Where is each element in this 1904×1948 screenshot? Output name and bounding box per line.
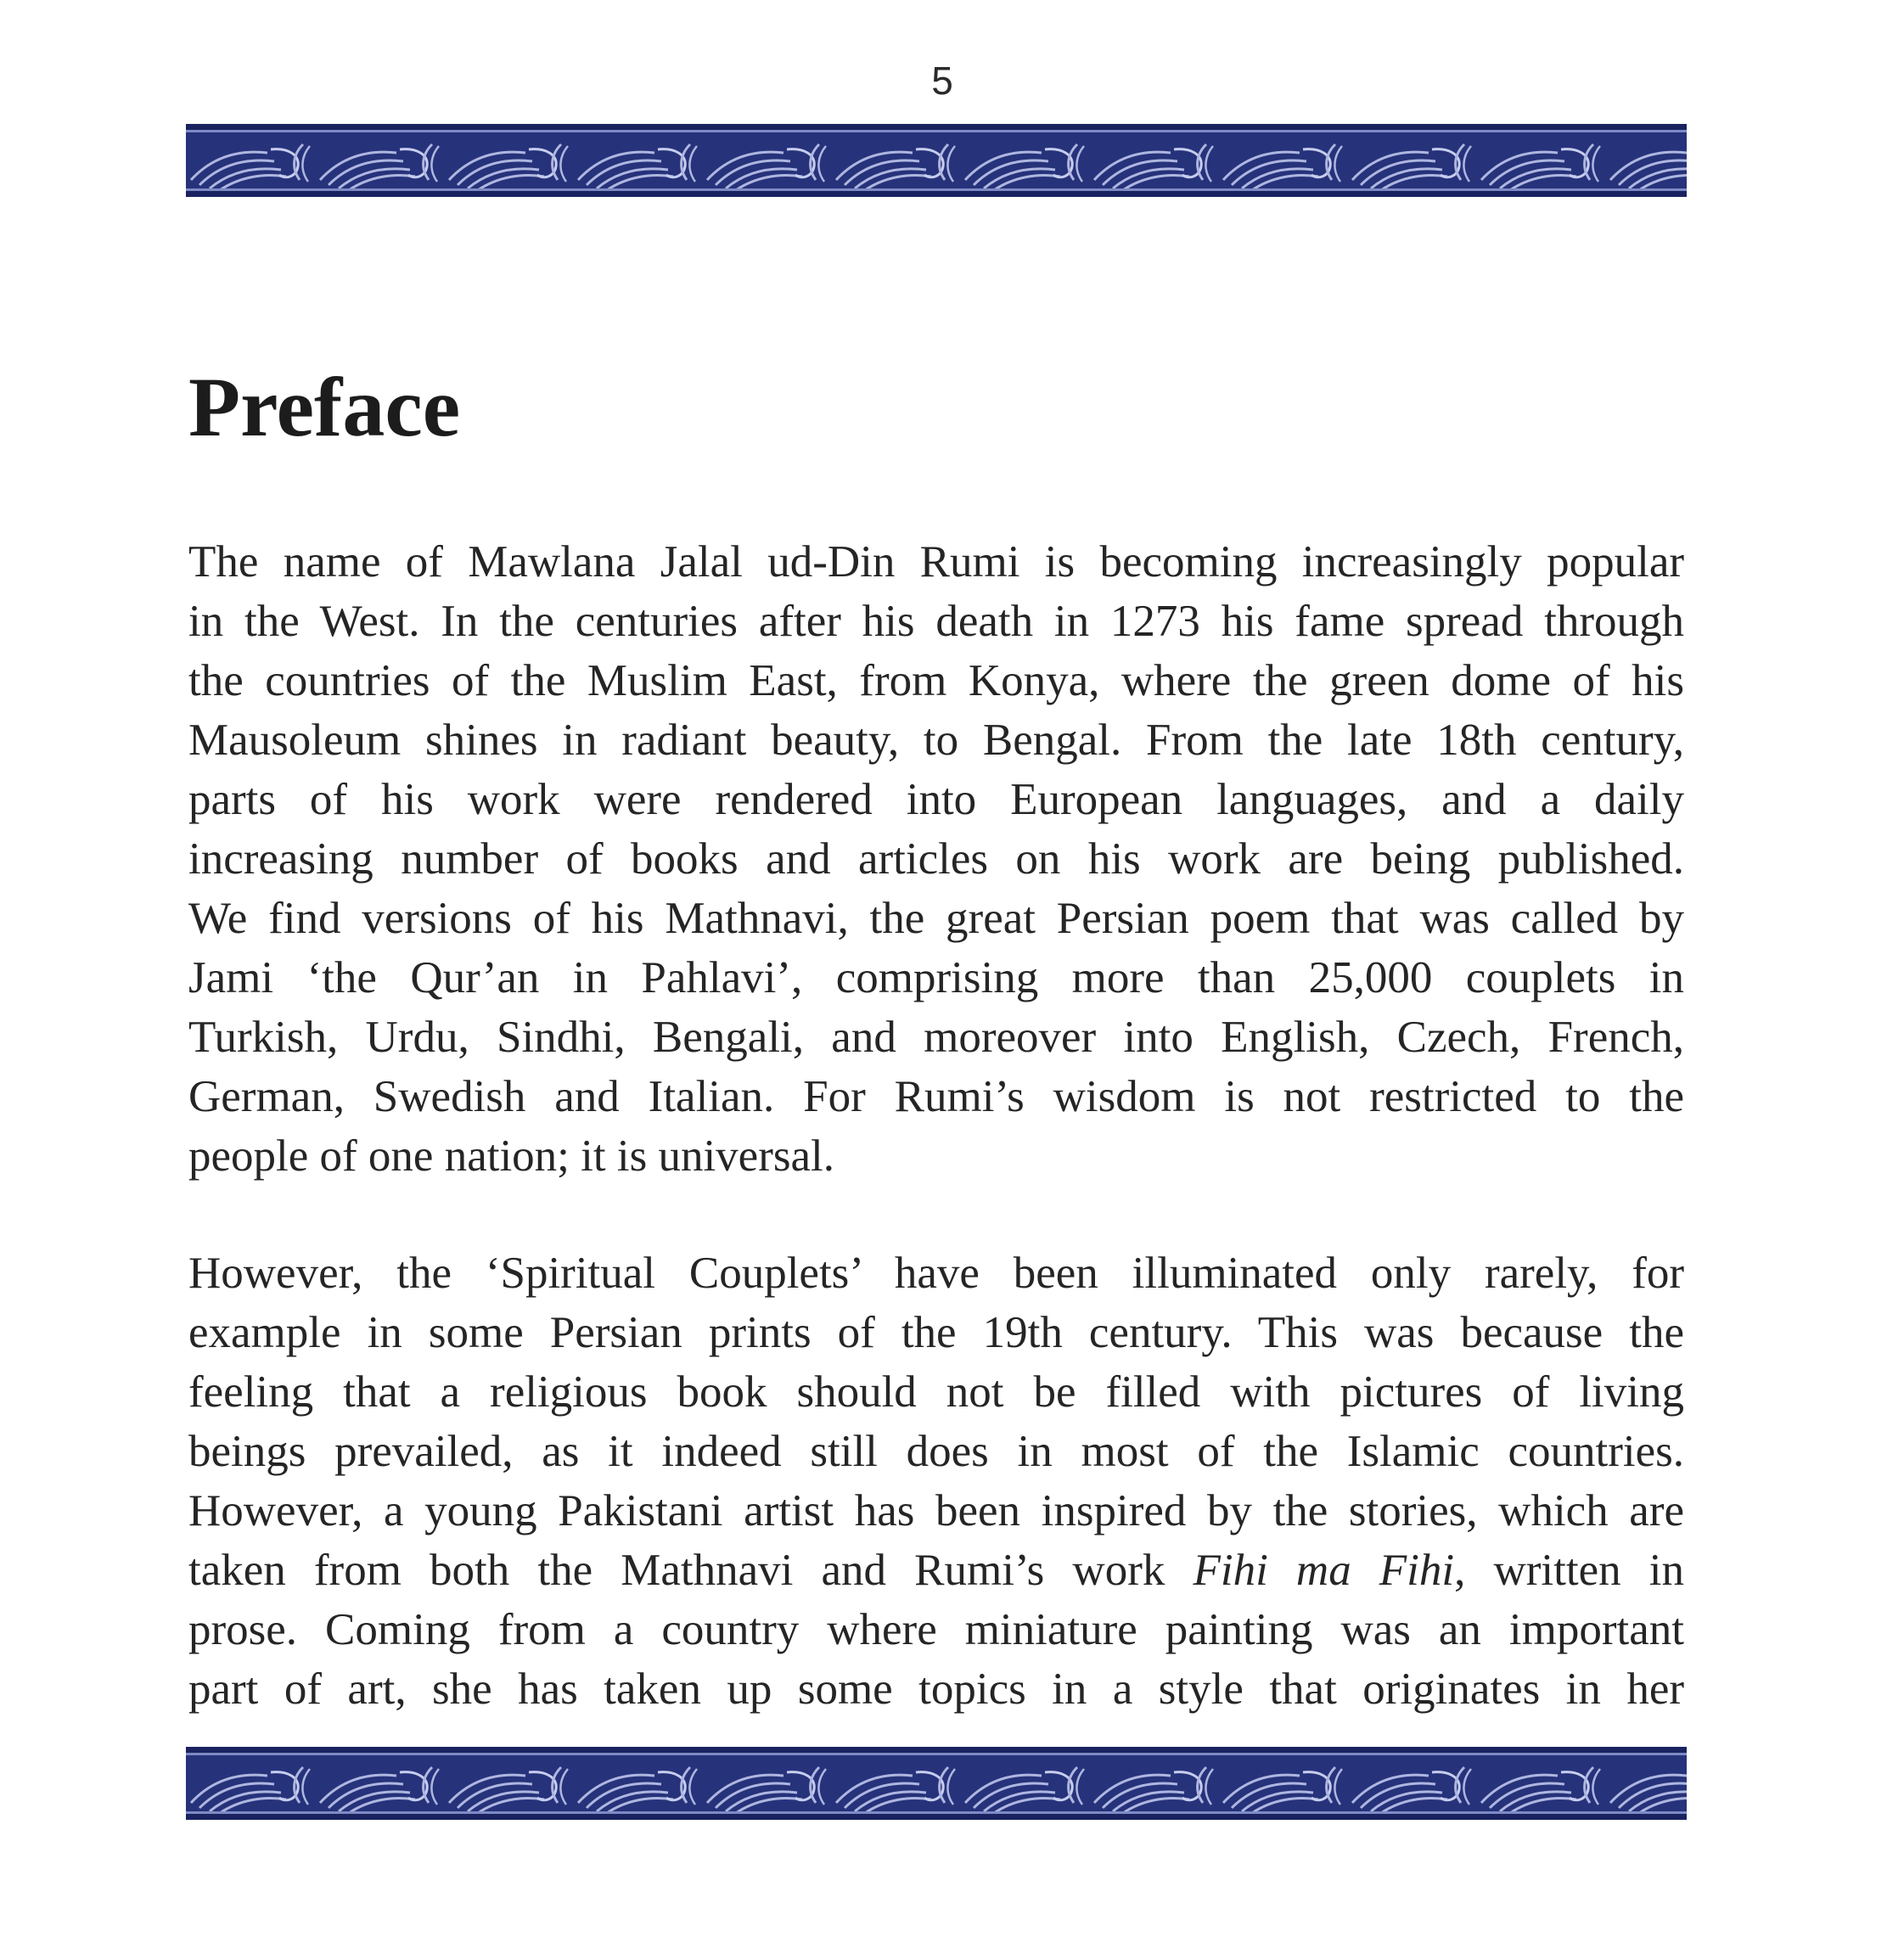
text-fragment: , written in bbox=[1454, 1546, 1684, 1595]
text-line: Jami ‘the Qur’an in Pahlavi’, comprising more than 25,000 couplets in bbox=[188, 953, 1684, 1002]
decorative-border-bottom bbox=[186, 1747, 1687, 1820]
text-line: German, Swedish and Italian. For Rumi’s wisdom is not restricted to the bbox=[188, 1072, 1684, 1121]
page-number: 5 bbox=[931, 59, 953, 103]
text-line: However, the ‘Spiritual Couplets’ have been illuminated only rarely, for bbox=[188, 1249, 1684, 1298]
text-line: feeling that a religious book should not be filled with pictures of living bbox=[188, 1367, 1684, 1417]
wave-pattern-icon bbox=[186, 1747, 1687, 1820]
text-line: part of art, she has taken up some topics in a style that originates in her bbox=[188, 1665, 1684, 1714]
text-line: The name of Mawlana Jalal ud-Din Rumi is becoming increasingly popular bbox=[188, 537, 1684, 587]
text-fragment: taken from both the Mathnavi and Rumi’s work bbox=[188, 1546, 1194, 1595]
text-line-with-title bbox=[188, 1541, 1684, 1600]
paragraph-1 bbox=[188, 532, 1684, 1186]
decorative-border-top bbox=[186, 124, 1687, 197]
text-line: the countries of the Muslim East, from Konya, where the green dome of his bbox=[188, 656, 1684, 705]
text-line: We find versions of his Mathnavi, the great Persian poem that was called by bbox=[188, 894, 1684, 943]
text-line: prose. Coming from a country where miniature painting was an important bbox=[188, 1605, 1684, 1654]
text-line: However, a young Pakistani artist has been inspired by the stories, which are bbox=[188, 1486, 1684, 1535]
wave-pattern-icon bbox=[186, 124, 1687, 197]
text-line: parts of his work were rendered into European languages, and a daily bbox=[188, 775, 1684, 824]
text-line: increasing number of books and articles on his work are being published. bbox=[188, 834, 1684, 884]
text-line: Mausoleum shines in radiant beauty, to Bengal. From the late 18th century, bbox=[188, 716, 1684, 765]
text-line: beings prevailed, as it indeed still does in most of the Islamic countries. bbox=[188, 1427, 1684, 1476]
text-line: in the West. In the centuries after his death in 1273 his fame spread through bbox=[188, 597, 1684, 646]
chapter-title: Preface bbox=[188, 360, 461, 454]
paragraph-2 bbox=[188, 1243, 1684, 1719]
text-line: people of one nation; it is universal. bbox=[188, 1131, 834, 1181]
work-title-italic: Fihi ma Fihi bbox=[1193, 1546, 1455, 1595]
text-line: Turkish, Urdu, Sindhi, Bengali, and moreover into English, Czech, French, bbox=[188, 1013, 1684, 1062]
text-line: example in some Persian prints of the 19th century. This was because the bbox=[188, 1308, 1684, 1357]
